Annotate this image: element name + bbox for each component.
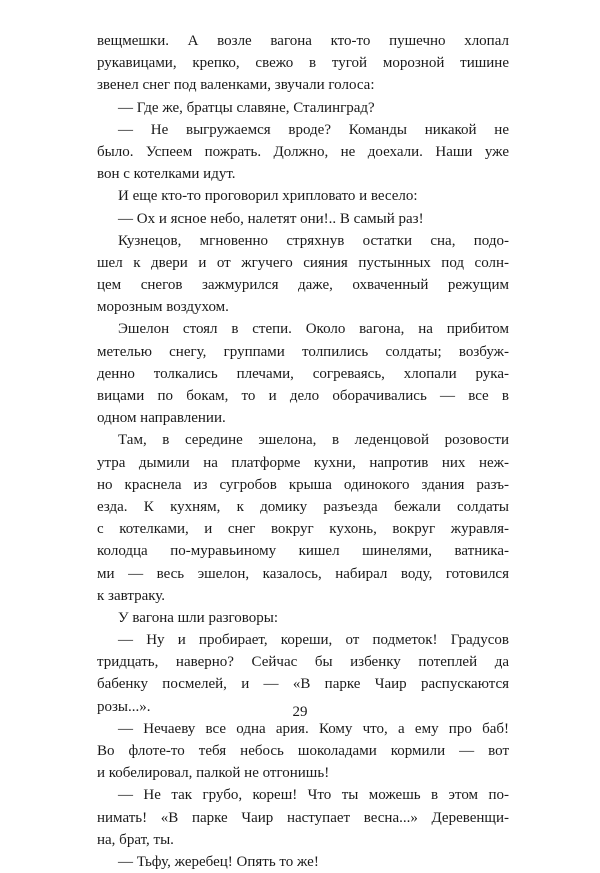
text-line: И еще кто-то проговорил хрипловато и весело: <box>118 188 418 205</box>
text-line: вон с котелками идут. <box>97 166 236 183</box>
text-line: колодца по-муравьиному кишел шинелями, ватника- <box>97 543 509 560</box>
text-line: шел к двери и от жгучего сияния пустынных под солн- <box>97 254 509 271</box>
text-line: — Не выгружаемся вроде? Команды никакой не <box>118 121 509 138</box>
text-line: бабенку посмелей, и — «В парке Чаир распускаются <box>97 676 509 693</box>
text-line: Во флоте-то тебя небось шоколадами кормили — вот <box>97 743 509 759</box>
text-line: — Нечаеву все одна ария. Кому что, а ему про баб! <box>118 720 509 737</box>
text-line: Там, в середине эшелона, в леденцовой розовости <box>118 432 509 449</box>
page-text-body <box>97 30 509 873</box>
text-line: цем снегов зажмурился даже, охваченный режущим <box>97 277 509 294</box>
text-line: — Где же, братцы славяне, Сталинград? <box>118 99 375 116</box>
text-line: одном направлении. <box>97 410 226 427</box>
text-line: езда. К кухням, к домику разъезда бежали солдаты <box>97 498 509 515</box>
text-line: на, брат, ты. <box>97 831 174 848</box>
text-line: — Тьфу, жеребец! Опять то же! <box>118 853 319 870</box>
text-line: ми — весь эшелон, казалось, набирал воду, готовился <box>97 565 509 582</box>
text-line: — Не так грубо, кореш! Что ты можешь в этом по- <box>118 787 509 804</box>
text-line: было. Успеем пожрать. Должно, не доехали. Наши уже <box>97 143 509 160</box>
text-line: — Ох и ясное небо, налетят они!.. В самый раз! <box>118 210 424 227</box>
text-line: розы...». <box>97 698 151 715</box>
text-line: — Ну и пробирает, кореши, от подметок! Градусов <box>118 632 509 649</box>
text-line: звенел снег под валенками, звучали голоса: <box>97 77 375 94</box>
text-line: тридцать, наверно? Сейчас бы избенку потеплей да <box>97 654 509 671</box>
text-line: морозным воздухом. <box>97 299 229 316</box>
text-line: рукавицами, крепко, свежо в тугой морозной тишине <box>97 55 509 72</box>
page-number: 29 <box>292 704 308 720</box>
text-line: вицами по бокам, то и дело оборачивались — все в <box>97 388 509 404</box>
text-line: денно толкались плечами, согреваясь, хлопали рука- <box>97 365 509 382</box>
text-line: У вагона шли разговоры: <box>118 609 279 626</box>
text-line: к завтраку. <box>97 587 166 604</box>
text-line: но краснела из сугробов крыша одинокого здания разъ- <box>97 476 509 493</box>
text-line: с котелками, и снег вокруг кухонь, вокруг журавля- <box>97 521 509 538</box>
text-line: вещмешки. А возле вагона кто-то пушечно хлопал <box>97 33 509 49</box>
text-line: метелью снегу, группами толпились солдаты; возбуж- <box>97 343 509 360</box>
text-line: Эшелон стоял в степи. Около вагона, на прибитом <box>118 321 509 338</box>
text-line: нимать! «В парке Чаир наступает весна...» Деревенщи- <box>97 809 509 826</box>
text-line: и кобелировал, палкой не отгонишь! <box>97 765 330 782</box>
text-line: утра дымили на платформе кухни, напротив них неж- <box>97 454 509 471</box>
text-line: Кузнецов, мгновенно стряхнув остатки сна, подо- <box>118 232 509 249</box>
